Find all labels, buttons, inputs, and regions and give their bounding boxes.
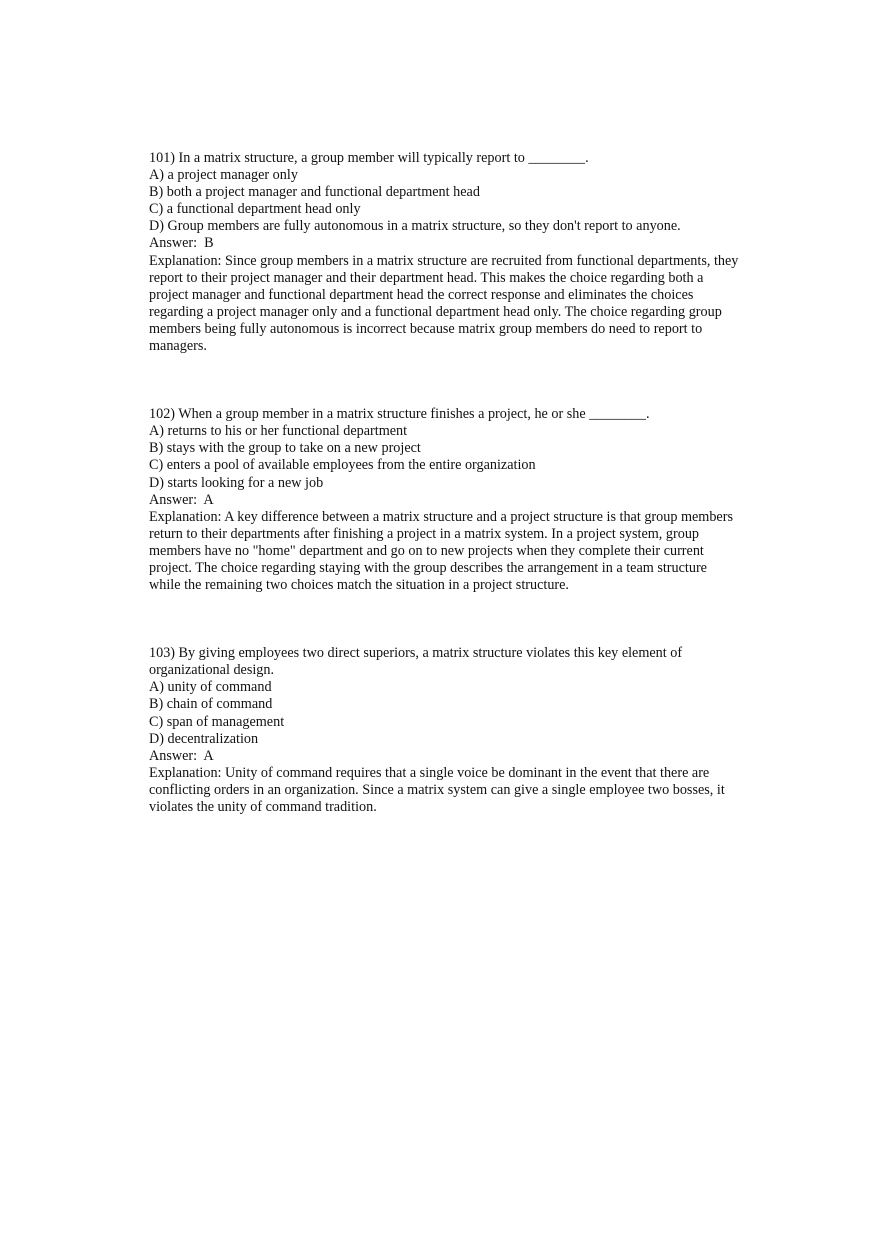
option-b: B) both a project manager and functional department head (149, 184, 480, 201)
option-b: B) stays with the group to take on a new project (149, 440, 421, 457)
question-stem: 101) In a matrix structure, a group member will typically report to ________. (149, 150, 589, 166)
answer: Answer: B (149, 235, 214, 252)
option-c: C) enters a pool of available employees from the entire organization (149, 457, 536, 474)
option-a: A) returns to his or her functional department (149, 423, 408, 440)
question-list (149, 150, 749, 816)
option-c: C) a functional department head only (149, 201, 361, 218)
explanation: Explanation: Since group members in a matrix structure are recruited from functional departments, they report to their project manager and their department head. This makes the choice regarding both a project manager and functional department head the correct response and eliminates the choices regarding a project manager only and a functional department head only. The choice regarding group members being fully autonomous is incorrect because matrix group members do need to report to managers. (149, 252, 739, 355)
question-101 (149, 150, 749, 355)
option-d: D) decentralization (149, 730, 259, 747)
option-d: D) Group members are fully autonomous in a matrix structure, so they don't report to anyone. (149, 218, 681, 235)
option-d: D) starts looking for a new job (149, 474, 324, 491)
explanation: Explanation: A key difference between a matrix structure and a project structure is that group members return to their departments after finishing a project in a matrix system. In a project system, group members have no "home" department and go on to new projects when they complete their current project. The choice regarding staying with the group describes the arrangement in a team structure while the remaining two choices match the situation in a project structure. (149, 508, 733, 594)
option-a: A) unity of command (149, 679, 272, 696)
question-102 (149, 406, 749, 594)
answer: Answer: A (149, 491, 214, 508)
question-stem: 102) When a group member in a matrix structure finishes a project, he or she ________. (149, 406, 650, 423)
question-103 (149, 645, 749, 816)
question-stem: 103) By giving employees two direct superiors, a matrix structure violates this key element of organizational design. (149, 645, 683, 679)
option-c: C) span of management (149, 713, 285, 730)
option-b: B) chain of command (149, 696, 273, 713)
option-a: A) a project manager only (149, 167, 298, 184)
answer: Answer: A (149, 747, 214, 764)
explanation: Explanation: Unity of command requires that a single voice be dominant in the event that there are conflicting orders in an organization. Since a matrix system can give a single employee two bosses, it violates the unity of command tradition. (149, 764, 725, 815)
